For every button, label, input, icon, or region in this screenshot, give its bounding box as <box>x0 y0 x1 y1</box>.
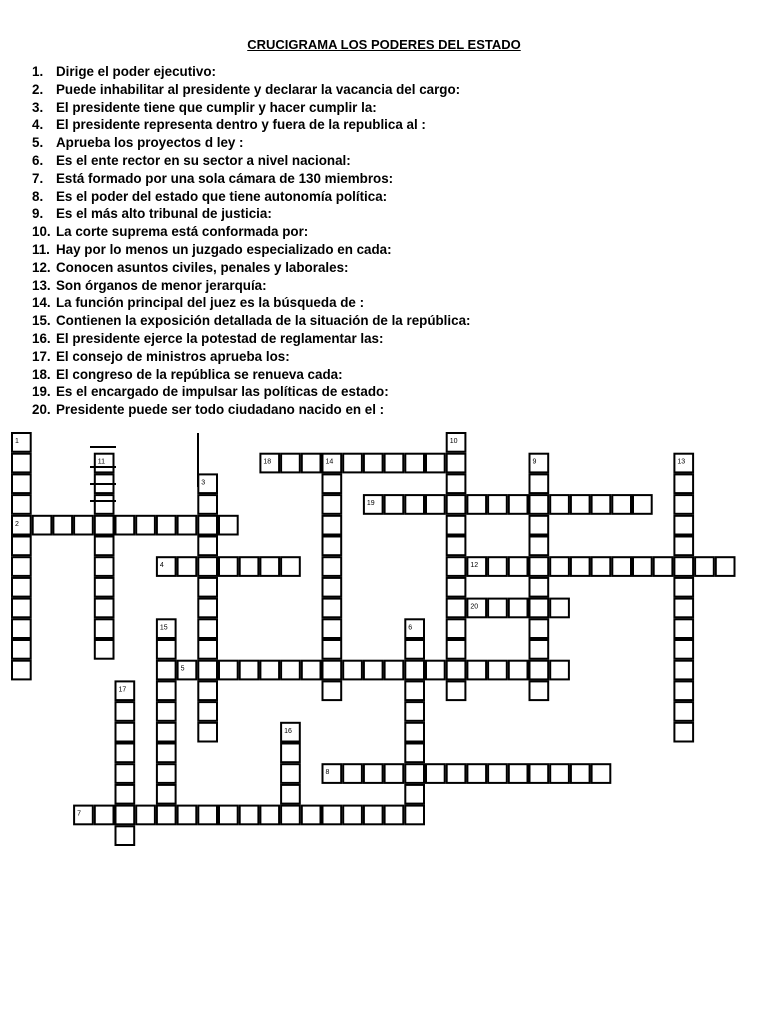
crossword-cell[interactable] <box>550 764 569 783</box>
crossword-cell[interactable] <box>530 764 549 783</box>
crossword-cell[interactable] <box>198 516 217 535</box>
crossword-cell[interactable] <box>281 661 300 680</box>
clue-number: 14 <box>325 458 334 466</box>
crossword-cell[interactable] <box>447 454 466 473</box>
crossword-cell[interactable] <box>12 640 31 659</box>
crossword-cell[interactable] <box>219 806 238 825</box>
crossword-cell[interactable] <box>447 640 466 659</box>
crossword-cell[interactable] <box>12 454 31 473</box>
crossword-cell[interactable] <box>116 702 135 721</box>
crossword-cell[interactable] <box>260 806 279 825</box>
crossword-cell[interactable] <box>198 619 217 638</box>
crossword-cell[interactable] <box>612 557 631 576</box>
crossword-cell[interactable] <box>405 785 424 804</box>
clue-item: 14. La función principal del juez es la búsqueda de : <box>32 295 365 311</box>
clue-item: 20. Presidente puede ser todo ciudadano nacido en el : <box>32 402 385 418</box>
crossword-cell[interactable] <box>323 578 342 597</box>
clue-item: 15. Contienen la exposición detallada de la situación de la república: <box>32 313 471 329</box>
crossword-cell[interactable] <box>447 661 466 680</box>
crossword-cell[interactable] <box>530 599 549 618</box>
crossword-cell[interactable] <box>447 516 466 535</box>
crossword-cell[interactable] <box>157 764 176 783</box>
crossword-cell[interactable] <box>95 516 114 535</box>
crossword-cell[interactable] <box>612 495 631 514</box>
crossword-cell[interactable] <box>405 702 424 721</box>
crossword-cell[interactable] <box>674 702 693 721</box>
crossword-cell[interactable] <box>509 661 528 680</box>
crossword-cell[interactable] <box>550 557 569 576</box>
crossword-cell[interactable] <box>33 516 52 535</box>
clue-item: 11. Hay por lo menos un juzgado especializado en cada: <box>32 241 392 257</box>
crossword-cell[interactable] <box>530 578 549 597</box>
crossword-cell[interactable] <box>447 599 466 618</box>
clue-number: 4 <box>159 562 164 570</box>
crossword-cell[interactable] <box>178 557 197 576</box>
crossword-cell[interactable] <box>674 661 693 680</box>
clue-item: 18. El congreso de la república se renueva cada: <box>32 366 343 382</box>
crossword-cell[interactable] <box>323 806 342 825</box>
crossword-cell[interactable] <box>530 557 549 576</box>
crossword-cell[interactable] <box>674 474 693 493</box>
crossword-cell[interactable] <box>405 806 424 825</box>
crossword-cell[interactable] <box>405 764 424 783</box>
clue-number: 9 <box>532 458 537 466</box>
crossword-cell[interactable] <box>550 599 569 618</box>
crossword-cell[interactable] <box>198 599 217 618</box>
crossword-cell[interactable] <box>198 681 217 700</box>
crossword-cell[interactable] <box>281 764 300 783</box>
crossword-cell[interactable] <box>405 495 424 514</box>
crossword-cell[interactable] <box>198 640 217 659</box>
crossword-cell[interactable] <box>343 454 362 473</box>
crossword-cell[interactable] <box>95 537 114 556</box>
crossword-cell[interactable] <box>509 764 528 783</box>
crossword-cell[interactable] <box>323 619 342 638</box>
clue-item: 3. El presidente tiene que cumplir y hacer cumplir la: <box>32 99 377 115</box>
clue-number: 13 <box>677 458 686 466</box>
crossword-cell[interactable] <box>716 557 735 576</box>
crossword-cell[interactable] <box>281 557 300 576</box>
clue-number: 19 <box>366 500 375 508</box>
crossword-cell[interactable] <box>364 764 383 783</box>
crossword-cell[interactable] <box>633 557 652 576</box>
crossword-cell[interactable] <box>157 681 176 700</box>
crossword-cell[interactable] <box>509 495 528 514</box>
crossword-cell[interactable] <box>116 826 135 845</box>
crossword-cell[interactable] <box>219 516 238 535</box>
crossword-cell[interactable] <box>571 557 590 576</box>
crossword-cell[interactable] <box>571 495 590 514</box>
crossword-cell[interactable] <box>674 723 693 742</box>
crossword-cell[interactable] <box>281 454 300 473</box>
clue-item: 4. El presidente representa dentro y fuera de la republica al : <box>32 117 426 133</box>
crossword-cell[interactable] <box>323 661 342 680</box>
crossword-cell[interactable] <box>550 495 569 514</box>
crossword-cell[interactable] <box>74 516 93 535</box>
crossword-cell[interactable] <box>467 661 486 680</box>
crossword-cell[interactable] <box>695 557 714 576</box>
crossword-cell[interactable] <box>343 764 362 783</box>
crossword-cell[interactable] <box>198 661 217 680</box>
clue-number: 1 <box>15 438 19 445</box>
crossword-cell[interactable] <box>674 681 693 700</box>
crossword-cell[interactable] <box>302 454 321 473</box>
crossword-cell[interactable] <box>674 495 693 514</box>
crossword-cell[interactable] <box>281 806 300 825</box>
crossword-cell[interactable] <box>178 806 197 825</box>
crossword-cell[interactable] <box>323 557 342 576</box>
crossword-cell[interactable] <box>405 681 424 700</box>
crossword-cell[interactable] <box>281 744 300 763</box>
clue-number: 8 <box>325 769 330 777</box>
crossword-cell[interactable] <box>530 640 549 659</box>
clue-number: 3 <box>201 479 206 487</box>
crossword-cell[interactable] <box>447 578 466 597</box>
crossword-cell[interactable] <box>447 764 466 783</box>
crossword-cell[interactable] <box>53 516 72 535</box>
crossword-cell[interactable] <box>198 495 217 514</box>
crossword-cell[interactable] <box>530 681 549 700</box>
crossword-cell[interactable] <box>571 764 590 783</box>
crossword-cell[interactable] <box>323 495 342 514</box>
crossword-cell[interactable] <box>12 557 31 576</box>
clue-number: 17 <box>118 686 127 694</box>
crossword-cell[interactable] <box>426 661 445 680</box>
crossword-cell[interactable] <box>12 495 31 514</box>
clue-item: 8. Es el poder del estado que tiene autonomía política: <box>32 188 388 204</box>
crossword-cell[interactable] <box>592 764 611 783</box>
crossword-cell[interactable] <box>385 764 404 783</box>
crossword-cell[interactable] <box>488 661 507 680</box>
clue-item: 17. El consejo de ministros aprueba los: <box>32 348 290 364</box>
crossword-cell[interactable] <box>95 578 114 597</box>
crossword-cell[interactable] <box>674 619 693 638</box>
crossword-cell[interactable] <box>12 474 31 493</box>
crossword-cell[interactable] <box>157 723 176 742</box>
crossword-cell[interactable] <box>674 640 693 659</box>
crossword-cell[interactable] <box>447 537 466 556</box>
crossword-cell[interactable] <box>447 495 466 514</box>
crossword-cell[interactable] <box>95 495 114 514</box>
clue-number: 12 <box>470 562 479 570</box>
clue-item: 10. La corte suprema está conformada por: <box>32 224 309 240</box>
crossword-cell[interactable] <box>488 599 507 618</box>
crossword-cell[interactable] <box>95 806 114 825</box>
clue-number: 16 <box>284 727 292 735</box>
crossword-cell[interactable] <box>467 495 486 514</box>
clue-item: 5. Aprueba los proyectos d ley : <box>32 135 244 151</box>
crossword-cell[interactable] <box>364 454 383 473</box>
clue-item: 7. Está formado por una sola cámara de 130 miembros: <box>32 170 394 186</box>
crossword-cell[interactable] <box>405 454 424 473</box>
clue-item: 12. Conocen asuntos civiles, penales y laborales: <box>32 259 349 275</box>
crossword-cell[interactable] <box>95 599 114 618</box>
clue-item: 2. Puede inhabilitar al presidente y declarar la vacancia del cargo: <box>32 81 461 97</box>
worksheet-title: CRUCIGRAMA LOS PODERES DEL ESTADO <box>247 37 521 52</box>
clue-item: 9. Es el más alto tribunal de justicia: <box>32 206 272 222</box>
crossword-cell[interactable] <box>95 640 114 659</box>
crossword-cell[interactable] <box>467 764 486 783</box>
crossword-cell[interactable] <box>405 640 424 659</box>
crossword-cell[interactable] <box>426 495 445 514</box>
crossword-cell[interactable] <box>12 578 31 597</box>
crossword-cell[interactable] <box>405 723 424 742</box>
crossword-cell[interactable] <box>116 764 135 783</box>
crossword-cell[interactable] <box>95 619 114 638</box>
crossword-cell[interactable] <box>116 723 135 742</box>
crossword-cell[interactable] <box>281 785 300 804</box>
crossword-cell[interactable] <box>488 764 507 783</box>
crossword-cell[interactable] <box>364 661 383 680</box>
crossword-cell[interactable] <box>405 661 424 680</box>
clue-item: 1. Dirige el poder ejecutivo: <box>32 64 216 79</box>
crossword-cell[interactable] <box>116 744 135 763</box>
crossword-cell[interactable] <box>592 495 611 514</box>
clue-number: 20 <box>470 603 479 611</box>
crossword-cell[interactable] <box>198 537 217 556</box>
crossword-cell[interactable] <box>674 599 693 618</box>
clue-number: 7 <box>77 810 82 818</box>
crossword-cell[interactable] <box>178 516 197 535</box>
crossword-cell[interactable] <box>530 495 549 514</box>
crossword-cell[interactable] <box>260 557 279 576</box>
crossword-cell[interactable] <box>240 806 259 825</box>
crossword-cell[interactable] <box>198 557 217 576</box>
clue-item: 16. El presidente ejerce la potestad de reglamentar las: <box>32 330 384 346</box>
crossword-cell[interactable] <box>198 723 217 742</box>
crossword-cell[interactable] <box>633 495 652 514</box>
crossword-cell[interactable] <box>116 785 135 804</box>
crossword-cell[interactable] <box>674 557 693 576</box>
crossword-cell[interactable] <box>674 516 693 535</box>
crossword-cell[interactable] <box>12 619 31 638</box>
clue-item: 19. Es el encargado de impulsar las políticas de estado: <box>32 384 389 400</box>
crossword-cell[interactable] <box>323 681 342 700</box>
crossword-cell[interactable] <box>240 557 259 576</box>
crossword-cell[interactable] <box>157 640 176 659</box>
crossword-cell[interactable] <box>157 806 176 825</box>
crossword-cell[interactable] <box>674 537 693 556</box>
crossword-cell[interactable] <box>385 661 404 680</box>
crossword-cell[interactable] <box>323 516 342 535</box>
crossword-cell[interactable] <box>302 806 321 825</box>
crossword-cell[interactable] <box>198 806 217 825</box>
crossword-cell[interactable] <box>198 702 217 721</box>
crossword-cell[interactable] <box>530 537 549 556</box>
crossword-cell[interactable] <box>12 599 31 618</box>
clue-number: 5 <box>180 665 185 673</box>
clue-number: 2 <box>15 520 19 528</box>
crossword-cell[interactable] <box>447 619 466 638</box>
crossword-cell[interactable] <box>447 474 466 493</box>
crossword-cell[interactable] <box>426 764 445 783</box>
crossword-cell[interactable] <box>530 619 549 638</box>
clue-item: 6. Es el ente rector en su sector a nivel nacional: <box>32 152 351 168</box>
crossword-cell[interactable] <box>157 516 176 535</box>
crossword-cell[interactable] <box>426 454 445 473</box>
crossword-cell[interactable] <box>674 578 693 597</box>
crossword-cell[interactable] <box>240 661 259 680</box>
crossword-cell[interactable] <box>219 557 238 576</box>
crossword-cell[interactable] <box>509 557 528 576</box>
crossword-cell[interactable] <box>198 578 217 597</box>
crossword-cell[interactable] <box>302 661 321 680</box>
crossword-cell[interactable] <box>385 806 404 825</box>
crossword-cell[interactable] <box>550 661 569 680</box>
clue-number: 6 <box>408 624 413 632</box>
crossword-cell[interactable] <box>488 495 507 514</box>
crossword-cell[interactable] <box>116 516 135 535</box>
crossword-cell[interactable] <box>157 661 176 680</box>
crossword-cell[interactable] <box>364 806 383 825</box>
clue-number: 18 <box>263 458 272 466</box>
crossword-cell[interactable] <box>530 661 549 680</box>
clue-number: 11 <box>97 458 106 466</box>
clue-number: 15 <box>159 624 168 632</box>
crossword-cell[interactable] <box>260 661 279 680</box>
crossword-cell[interactable] <box>116 806 135 825</box>
crossword-cell[interactable] <box>447 681 466 700</box>
crossword-cell[interactable] <box>12 537 31 556</box>
crossword-cell[interactable] <box>530 474 549 493</box>
crossword-cell[interactable] <box>136 806 155 825</box>
crossword-cell[interactable] <box>219 661 238 680</box>
crossword-cell[interactable] <box>95 557 114 576</box>
crossword-cell[interactable] <box>12 661 31 680</box>
crossword-cell[interactable] <box>447 557 466 576</box>
crossword-cell[interactable] <box>488 557 507 576</box>
crossword-cell[interactable] <box>509 599 528 618</box>
crossword-cell[interactable] <box>323 640 342 659</box>
crossword-cell[interactable] <box>157 702 176 721</box>
crossword-cell[interactable] <box>654 557 673 576</box>
crossword-cell[interactable] <box>405 744 424 763</box>
crossword-cell[interactable] <box>385 495 404 514</box>
crossword-cell[interactable] <box>136 516 155 535</box>
crossword-cell[interactable] <box>530 516 549 535</box>
crossword-cell[interactable] <box>157 744 176 763</box>
crossword-cell[interactable] <box>157 785 176 804</box>
crossword-cell[interactable] <box>343 661 362 680</box>
crossword-cell[interactable] <box>385 454 404 473</box>
clue-number: 10 <box>449 438 458 445</box>
clue-item: 13. Son órganos de menor jerarquía: <box>32 277 267 293</box>
crossword-cell[interactable] <box>592 557 611 576</box>
crossword-cell[interactable] <box>323 474 342 493</box>
crossword-cell[interactable] <box>343 806 362 825</box>
crossword-cell[interactable] <box>323 537 342 556</box>
crossword-cell[interactable] <box>323 599 342 618</box>
